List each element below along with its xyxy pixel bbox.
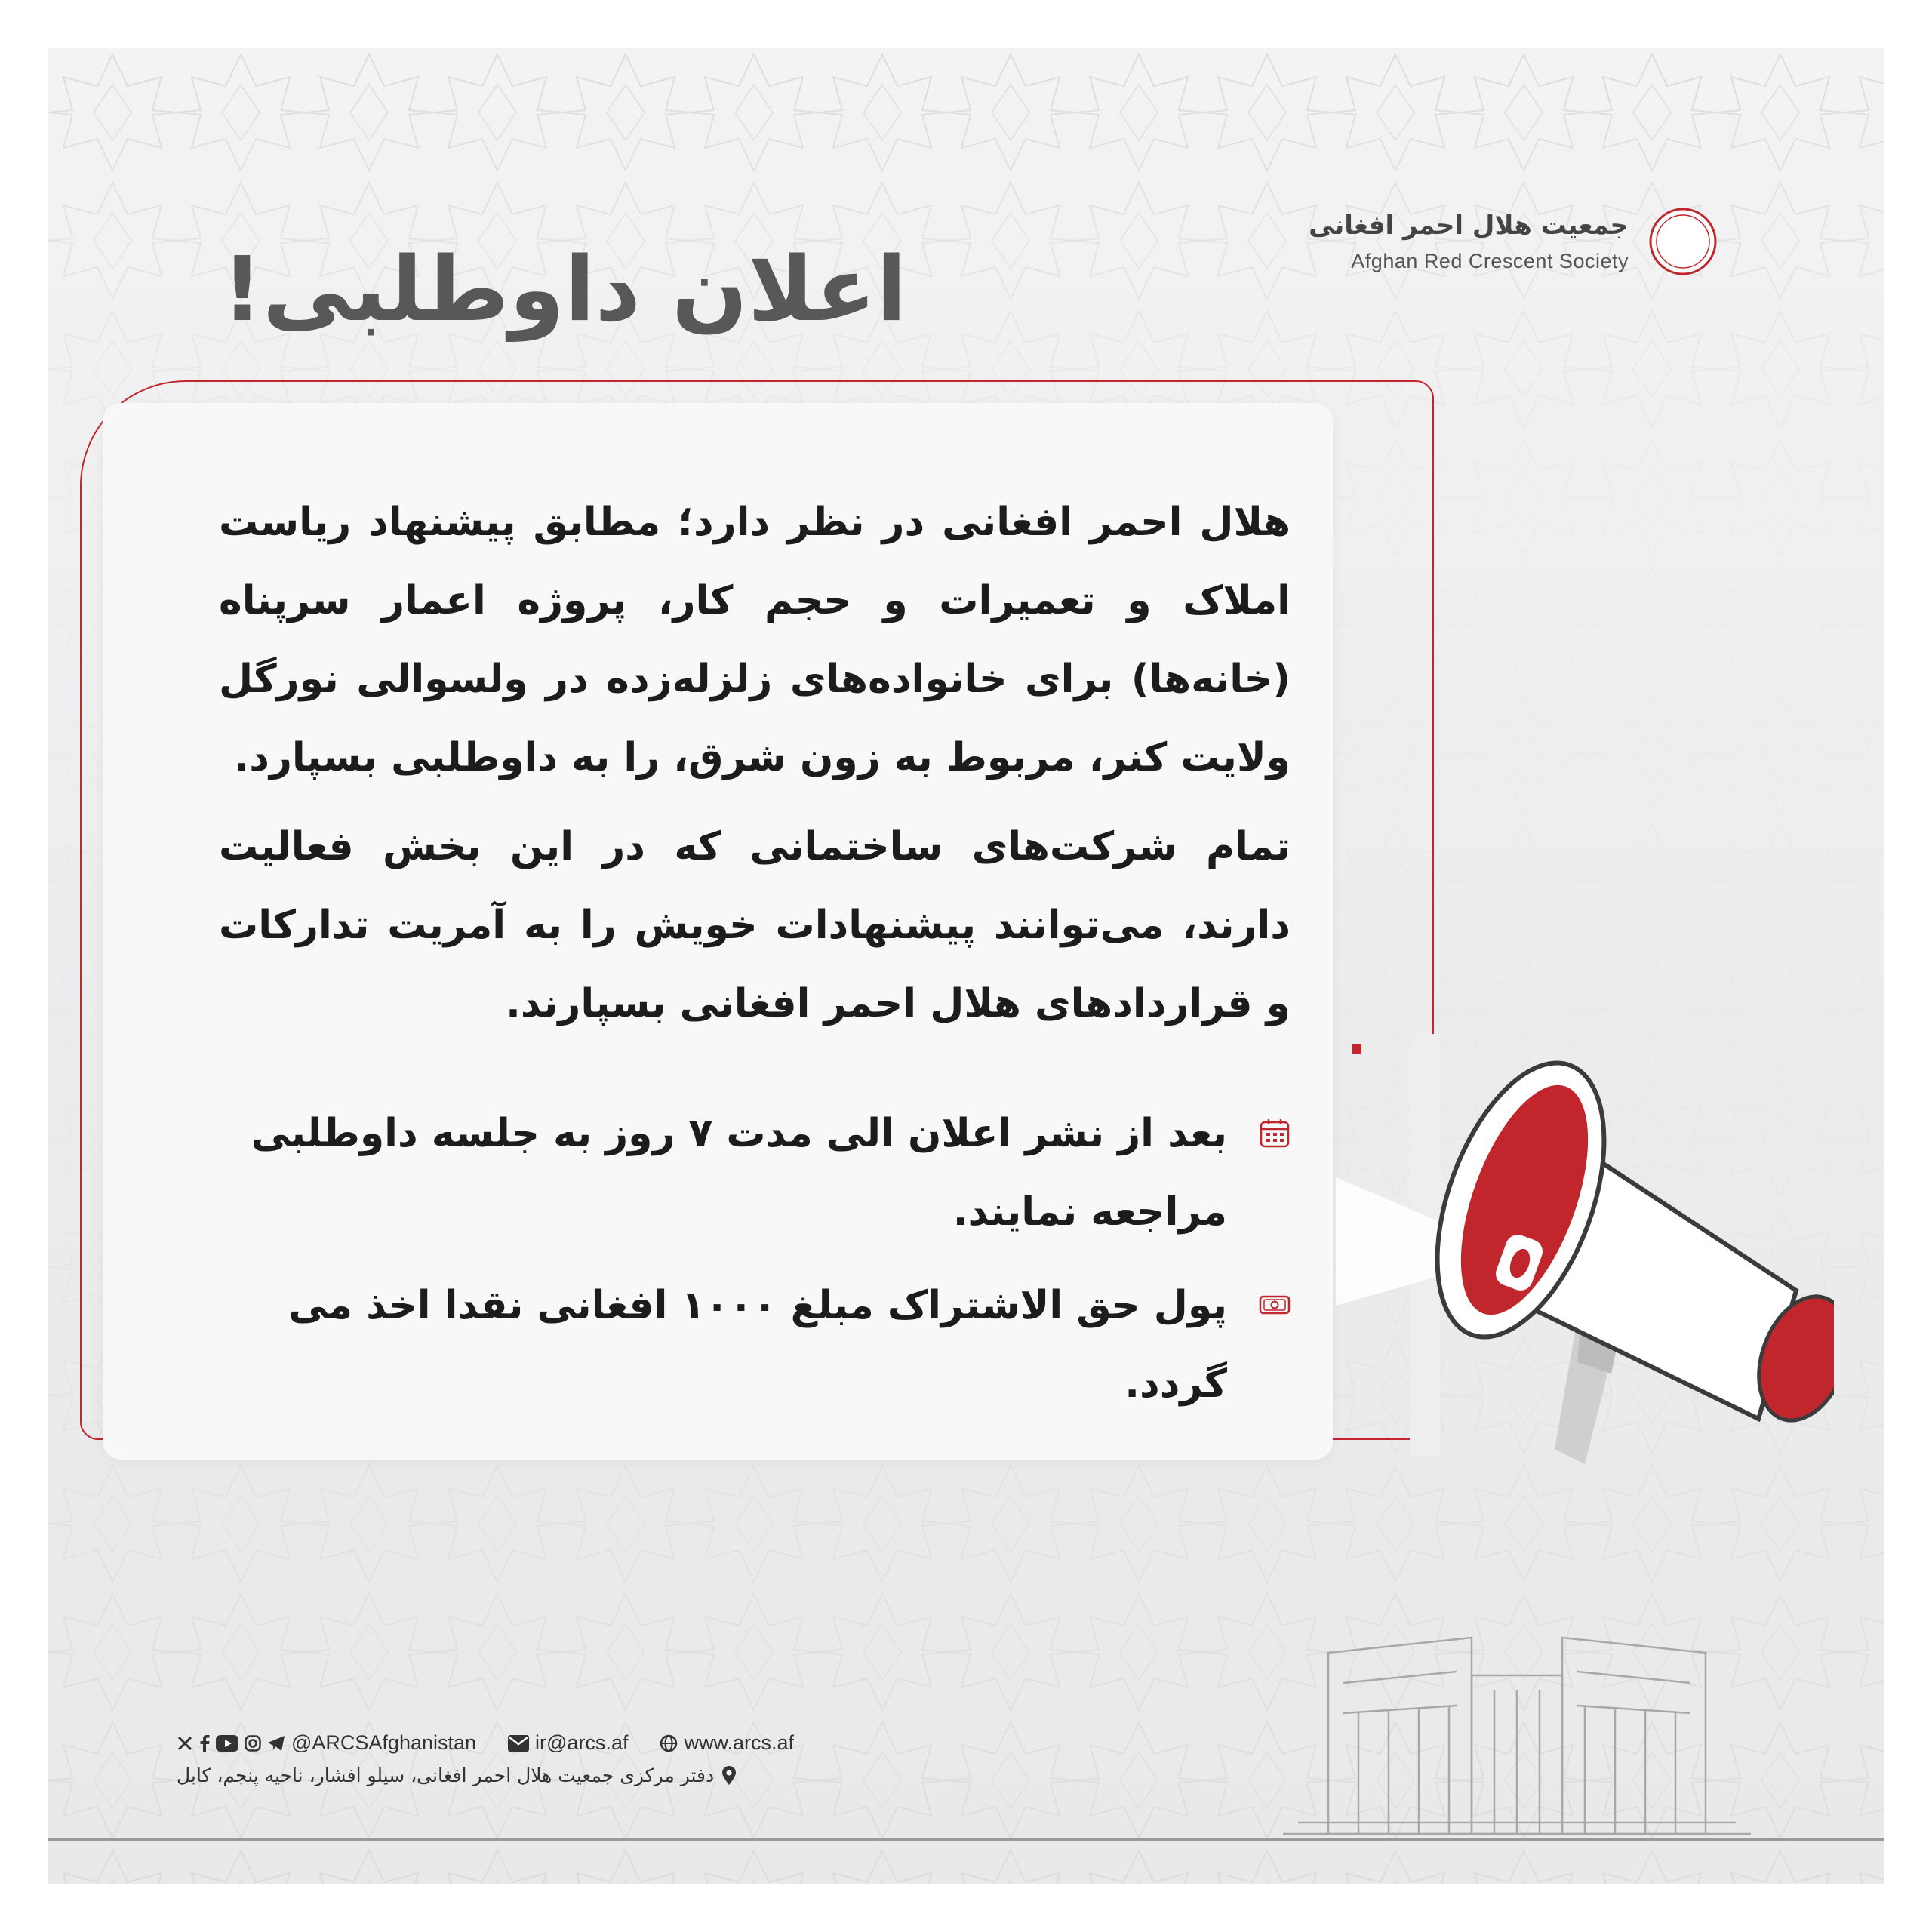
page-title: اعلان داوطلبی! — [222, 237, 907, 341]
accent-dot — [1352, 1044, 1361, 1054]
address-text: دفتر مرکزی جمعیت هلال احمر افغانی، سیلو افشار، ناحیه پنجم، کابل — [177, 1764, 715, 1786]
bullet-text-1: بعد از نشر اعلان الی مدت ۷ روز به جلسه داوطلبی مراجعه نمایند. — [251, 1111, 1227, 1235]
social-handle[interactable]: @ARCSAfghanistan — [291, 1731, 477, 1754]
footer-address — [177, 1764, 737, 1786]
facebook-icon[interactable] — [199, 1734, 210, 1752]
footer-contacts — [177, 1731, 826, 1755]
email-group — [508, 1731, 628, 1755]
website-group — [660, 1731, 794, 1755]
body-paragraph-1: هلال احمر افغانی در نظر دارد؛ مطابق پیشنهاد ریاست املاک و تعمیرات و حجم کار، پروژه اعمار سرپناه (خانه‌ها) برای خانواده‌های زلزله‌زده در ولسوالی نورگل ولایت کنر، مربوط به زون شرق، را به داوطلبی بسپارد. — [219, 500, 1291, 780]
email-link[interactable]: ir@arcs.af — [535, 1731, 629, 1754]
announcement-body — [219, 483, 1291, 1054]
footer-divider — [48, 1838, 1884, 1841]
website-link[interactable]: www.arcs.af — [684, 1731, 795, 1754]
org-name-en: Afghan Red Crescent Society — [1351, 249, 1629, 272]
money-icon — [1259, 1289, 1291, 1321]
youtube-icon[interactable] — [216, 1735, 238, 1752]
bullet-list — [219, 1094, 1291, 1438]
globe-icon — [660, 1734, 678, 1752]
org-name-fa: جمعیت هلال احمر افغانی — [1309, 210, 1629, 241]
org-logo-block — [1309, 207, 1718, 276]
megaphone-icon — [1336, 1057, 1834, 1479]
instagram-icon[interactable] — [245, 1735, 261, 1752]
social-group — [177, 1731, 476, 1755]
x-icon[interactable] — [177, 1735, 193, 1752]
bullet-item — [219, 1094, 1291, 1251]
body-paragraph-2: تمام شرکت‌های ساختمانی که در این بخش فعالیت دارند، می‌توانند پیشنهادات خویش را به آمریت تدارکات و قراردادهای هلال احمر افغانی بسپارند. — [219, 824, 1291, 1026]
bullet-text-2: پول حق الاشتراک مبلغ ۱۰۰۰ افغانی نقدا اخذ می گردد. — [288, 1283, 1227, 1407]
email-icon — [508, 1735, 529, 1752]
building-outline-illustration — [1283, 1630, 1751, 1841]
calendar-icon — [1259, 1117, 1291, 1149]
telegram-icon[interactable] — [267, 1735, 285, 1752]
red-crescent-emblem-icon — [1648, 207, 1718, 276]
location-pin-icon — [721, 1766, 737, 1786]
bullet-item — [219, 1266, 1291, 1423]
